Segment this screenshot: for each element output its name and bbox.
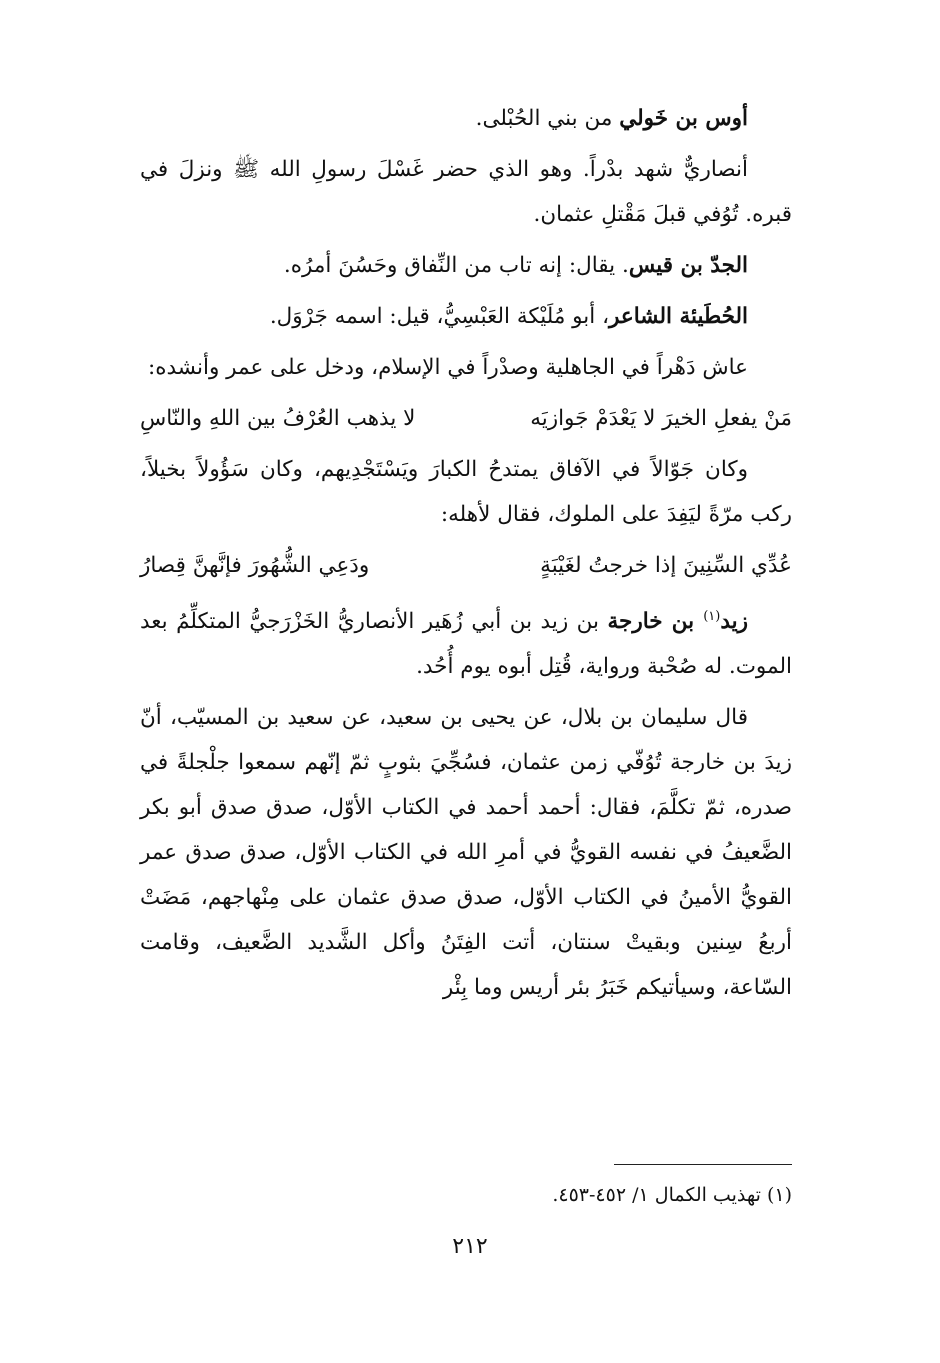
entry-hutayah-body-2: وكان جَوّالاً في الآفاق يمتدحُ الكبارَ ويَسْتَجْدِيهم، وكان سَؤُولاً بخيلاً، ركب مرّةً ليَفِدَ على الملوك، فقال لأهله:	[140, 457, 792, 527]
entry-zayd-heading	[140, 594, 792, 689]
footnote-separator	[614, 1164, 792, 1165]
entry-hutayah-heading	[140, 294, 792, 339]
entry-name-continued: بن خارجة	[607, 609, 704, 635]
entry-name: الحُطَيئة الشاعر	[609, 304, 748, 329]
footnote: (١) تهذيب الكمال ١/ ٤٥٢-٤٥٣.	[552, 1184, 792, 1206]
entry-zayd-body: قال سليمان بن بلال، عن يحيى بن سعيد، عن سعيد بن المسيّب، أنّ زيدَ بن خارجة تُوُفّي زمن عثمان، فسُجِّيَ بثوبٍ ثمّ إنّهم سمعوا جلْجلةً في صدره، ثمّ تكلَّمَ، فقال: أحمد أحمد في الكتاب الأوّل، صدق صدق أبو بكر الضَّعيفُ في نفسه القويُّ في أمرِ الله في الكتاب الأوّل، صدق صدق عمر القويُّ الأمينُ في الكتاب الأوّل، صدق صدق عثمان على مِنْهاجهم، مَضَتْ أربعُ سِنين وبقيتْ سنتان، أتت الفِتَنُ وأكل الشَّديد الضَّعيف، وقامت السّاعة، وسيأتيكم خَبَرُ بئر أريس وما بِئْر	[140, 705, 792, 1001]
entry-name: زيد	[720, 609, 748, 635]
entry-heading-rest: . يقال: إنه تاب من النِّفاق وحَسُنَ أمرُه.	[283, 253, 629, 278]
entry-name: أوس بن خَولي	[619, 106, 748, 131]
entry-hutayah-body: عاش دَهْراً في الجاهلية وصدْراً في الإسلام، ودخل على عمر وأنشده:	[148, 355, 748, 380]
main-text	[140, 96, 792, 1016]
verse-line	[140, 543, 792, 588]
entry-heading-rest: ، أبو مُلَيْكة العَبْسِيُّ، قيل: اسمه جَرْوَل.	[269, 304, 610, 329]
entry-name: الجدّ بن قيس	[628, 253, 748, 278]
entry-heading-rest: بن زيد بن أبي زُهَير الأنصاريُّ الخَزْرَجيُّ المتكلِّمُ بعد الموت. له صُحْبة ورواية، قُتِل أبوه يوم أُحُد.	[140, 609, 792, 680]
entry-heading-rest: من بني الحُبْلى.	[475, 106, 620, 131]
verse-first-hemistich: عُدِّي السِّنِينَ إذا خرجتُ لغَيْبَةٍ	[540, 553, 792, 578]
entry-aws-body: أنصاريٌّ شهد بدْراً. وهو الذي حضر غَسْلَ رسولِ الله ﷺ ونزلَ في قبره. تُوُفي قبلَ مَقْتلِ عثمان.	[140, 157, 792, 227]
entry-jadd-heading	[140, 243, 792, 288]
verse-line	[140, 396, 792, 441]
verse-second-hemistich: لا يذهب العُرْفُ بين اللهِ والنّاسِ	[140, 406, 416, 431]
footnote-marker: (١)	[703, 609, 721, 624]
verse-first-hemistich: مَنْ يفعلِ الخيرَ لا يَعْدَمْ جَوازيَه	[530, 406, 792, 431]
verse-second-hemistich: ودَعِي الشُّهُورَ فإنَّهنَّ قِصارُ	[140, 553, 370, 578]
page-number: ٢١٢	[452, 1234, 488, 1259]
entry-aws-heading	[140, 96, 792, 141]
